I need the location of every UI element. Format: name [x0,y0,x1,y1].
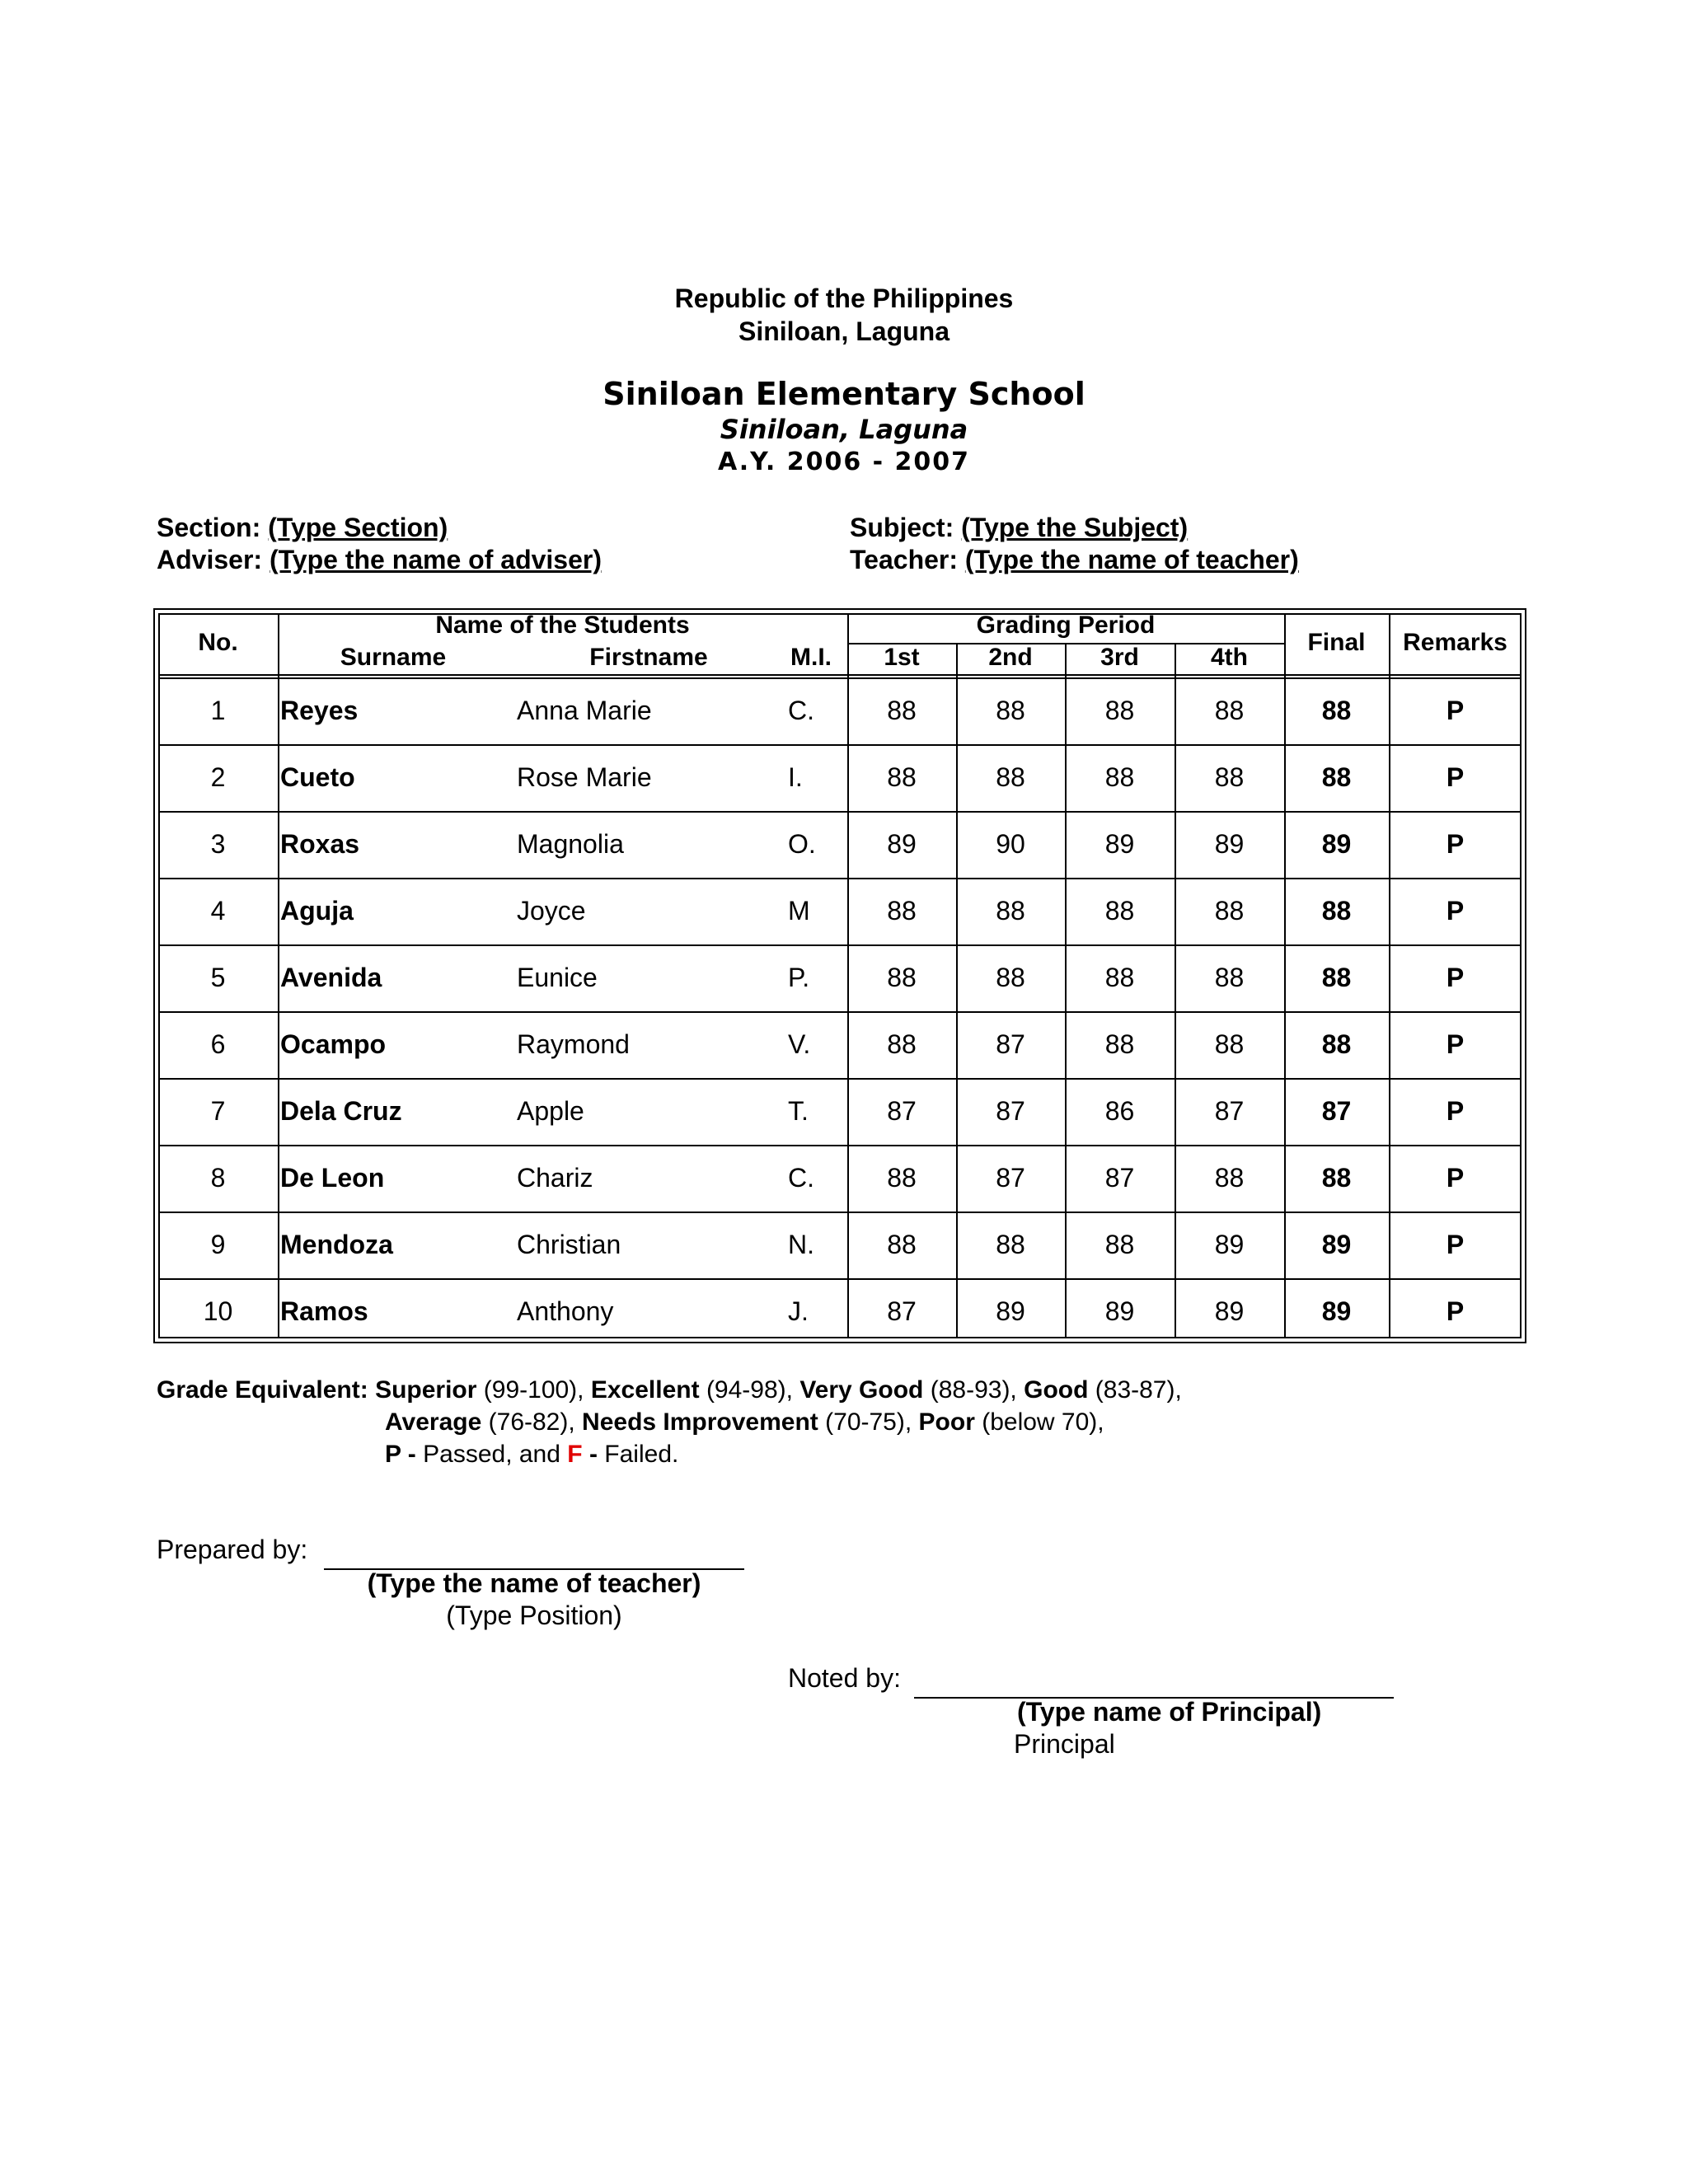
cell-q2: 88 [996,762,1025,792]
cell-q1: 88 [887,1029,917,1059]
noted-position: Principal [1014,1729,1115,1759]
cell-final: 89 [1321,829,1352,859]
cell-q1: 88 [887,896,917,926]
legend-poor-range: (below 70), [982,1408,1104,1436]
cell-no: 7 [210,1096,226,1126]
header-no: No. [198,629,238,656]
section-field [157,513,448,543]
header-q3: 3rd [1100,644,1139,671]
cell-final: 89 [1321,1230,1352,1259]
legend-average: Average [385,1408,482,1436]
legend-very-good-range: (88-93), [930,1376,1017,1404]
legend-needs-improvement-range: (70-75), [825,1408,912,1436]
cell-q2: 90 [996,829,1025,859]
legend-f: F [567,1441,583,1468]
prepared-name: (Type the name of teacher) [367,1568,701,1598]
cell-q1: 87 [887,1096,917,1126]
subject-label: Subject: [850,513,954,542]
cell-q3: 89 [1104,829,1135,859]
cell-no: 6 [210,1029,226,1059]
cell-q3: 87 [1104,1163,1135,1193]
cell-mi: M [788,896,810,926]
cell-q1: 88 [887,762,917,792]
cell-q2: 87 [996,1096,1025,1126]
header-grading-period: Grading Period [976,612,1156,639]
header-q1: 1st [884,644,920,671]
cell-no: 5 [210,963,226,992]
section-label: Section: [157,513,261,542]
cell-no: 10 [203,1296,233,1326]
cell-q2: 88 [996,963,1025,992]
cell-q4: 88 [1214,1163,1245,1193]
cell-firstname: Apple [517,1096,584,1126]
cell-final: 88 [1321,1163,1352,1193]
cell-remarks: P [1446,1096,1465,1126]
cell-q4: 87 [1214,1096,1245,1126]
cell-final: 88 [1321,963,1352,992]
cell-q3: 89 [1104,1296,1135,1326]
school-name: Siniloan Elementary School [603,376,1085,412]
cell-q4: 88 [1214,762,1245,792]
legend-very-good: Very Good [799,1376,924,1404]
cell-remarks: P [1446,829,1465,859]
header-q2: 2nd [988,644,1033,671]
cell-remarks: P [1446,1163,1465,1193]
cell-q3: 88 [1104,896,1135,926]
teacher-value[interactable]: (Type the name of teacher) [964,545,1299,574]
cell-q1: 87 [887,1296,917,1326]
cell-no: 9 [210,1230,226,1259]
legend-failed: Failed. [604,1441,679,1468]
cell-mi: C. [788,696,814,725]
cell-final: 88 [1321,762,1352,792]
cell-surname: Avenida [280,963,382,992]
cell-final: 87 [1321,1096,1352,1126]
cell-surname: Roxas [280,829,360,859]
legend-superior-range: (99-100), [483,1376,584,1404]
cell-q4: 88 [1214,1029,1245,1059]
cell-mi: J. [788,1296,809,1326]
cell-surname: Reyes [280,696,359,725]
header-firstname: Firstname [589,644,708,671]
academic-year: A.Y. 2006 - 2007 [717,448,971,476]
cell-q3: 88 [1104,1029,1135,1059]
grade-equivalent-line-2 [385,1406,1104,1438]
cell-mi: C. [788,1163,814,1193]
cell-remarks: P [1446,1296,1465,1326]
cell-final: 89 [1321,1296,1352,1326]
cell-surname: Cueto [280,762,355,792]
header-name-group: Name of the Students [435,612,690,639]
legend-f-dash: - [588,1441,598,1468]
cell-remarks: P [1446,896,1465,926]
cell-remarks: P [1446,762,1465,792]
cell-no: 4 [210,896,226,926]
col-divider-no [278,613,279,1338]
cell-q4: 89 [1214,1230,1245,1259]
prepared-by-label: Prepared by: [157,1535,308,1564]
header-surname: Surname [340,644,447,671]
cell-q2: 87 [996,1029,1025,1059]
header-q4: 4th [1211,644,1248,671]
cell-remarks: P [1446,696,1465,725]
legend-needs-improvement: Needs Improvement [582,1408,818,1436]
cell-surname: De Leon [280,1163,385,1193]
header-final: Final [1307,629,1366,656]
cell-remarks: P [1446,963,1465,992]
cell-no: 3 [210,829,226,859]
cell-q4: 88 [1214,696,1245,725]
cell-q3: 88 [1104,963,1135,992]
republic-header: Republic of the Philippines [674,284,1014,313]
cell-q4: 88 [1214,896,1245,926]
cell-surname: Aguja [280,896,354,926]
header-bottom-line [158,674,1522,676]
cell-final: 88 [1321,1029,1352,1059]
teacher-field [850,545,1299,575]
cell-mi: O. [788,829,816,859]
teacher-label: Teacher: [850,545,959,574]
cell-mi: P. [788,963,810,992]
legend-excellent: Excellent [590,1376,700,1404]
cell-firstname: Magnolia [517,829,624,859]
cell-q3: 86 [1104,1096,1135,1126]
legend-average-range: (76-82), [488,1408,575,1436]
legend-good: Good [1024,1376,1089,1404]
cell-q1: 88 [887,696,917,725]
cell-surname: Mendoza [280,1230,393,1259]
cell-q1: 88 [887,963,917,992]
adviser-value[interactable]: (Type the name of adviser) [269,545,602,574]
adviser-label: Adviser: [157,545,263,574]
cell-q1: 89 [887,829,917,859]
legend-passed: Passed, and [423,1441,560,1468]
cell-firstname: Joyce [517,896,586,926]
town-header: Siniloan, Laguna [738,316,950,346]
legend-label: Grade Equivalent: [157,1376,368,1404]
cell-firstname: Raymond [517,1029,630,1059]
cell-mi: T. [788,1096,809,1126]
cell-q4: 89 [1214,829,1245,859]
legend-excellent-range: (94-98), [706,1376,793,1404]
legend-p: P - [385,1441,416,1468]
cell-final: 88 [1321,696,1352,725]
cell-surname: Ocampo [280,1029,387,1059]
grade-equivalent-line-1 [157,1374,1182,1406]
cell-q2: 88 [996,1230,1025,1259]
cell-q2: 88 [996,696,1025,725]
cell-final: 88 [1321,896,1352,926]
cell-q2: 89 [996,1296,1025,1326]
cell-q3: 88 [1104,762,1135,792]
cell-remarks: P [1446,1029,1465,1059]
legend-superior: Superior [375,1376,477,1404]
cell-q2: 88 [996,896,1025,926]
header-mi: M.I. [790,644,832,671]
cell-mi: I. [788,762,803,792]
cell-q2: 87 [996,1163,1025,1193]
cell-firstname: Anthony [517,1296,614,1326]
cell-surname: Ramos [280,1296,368,1326]
cell-remarks: P [1446,1230,1465,1259]
cell-q1: 88 [887,1163,917,1193]
section-value[interactable]: (Type Section) [268,513,448,542]
legend-good-range: (83-87), [1095,1376,1182,1404]
noted-by-label: Noted by: [788,1663,901,1693]
cell-mi: V. [788,1029,811,1059]
cell-no: 2 [210,762,226,792]
subject-value[interactable]: (Type the Subject) [961,513,1189,542]
cell-surname: Dela Cruz [280,1096,402,1126]
cell-firstname: Chariz [517,1163,593,1193]
cell-q1: 88 [887,1230,917,1259]
cell-firstname: Rose Marie [517,762,652,792]
cell-firstname: Eunice [517,963,598,992]
legend-poor: Poor [918,1408,975,1436]
cell-q4: 88 [1214,963,1245,992]
noted-name: (Type name of Principal) [1017,1697,1322,1727]
cell-no: 8 [210,1163,226,1193]
cell-firstname: Anna Marie [517,696,652,725]
adviser-field [157,545,602,575]
school-location: Siniloan, Laguna [720,414,968,445]
header-remarks: Remarks [1403,629,1507,656]
cell-firstname: Christian [517,1230,621,1259]
cell-no: 1 [210,696,226,725]
subject-field [850,513,1188,543]
cell-q3: 88 [1104,696,1135,725]
prepared-position: (Type Position) [446,1601,622,1630]
grade-equivalent-line-3 [385,1438,678,1470]
cell-mi: N. [788,1230,814,1259]
cell-q3: 88 [1104,1230,1135,1259]
cell-q4: 89 [1214,1296,1245,1326]
